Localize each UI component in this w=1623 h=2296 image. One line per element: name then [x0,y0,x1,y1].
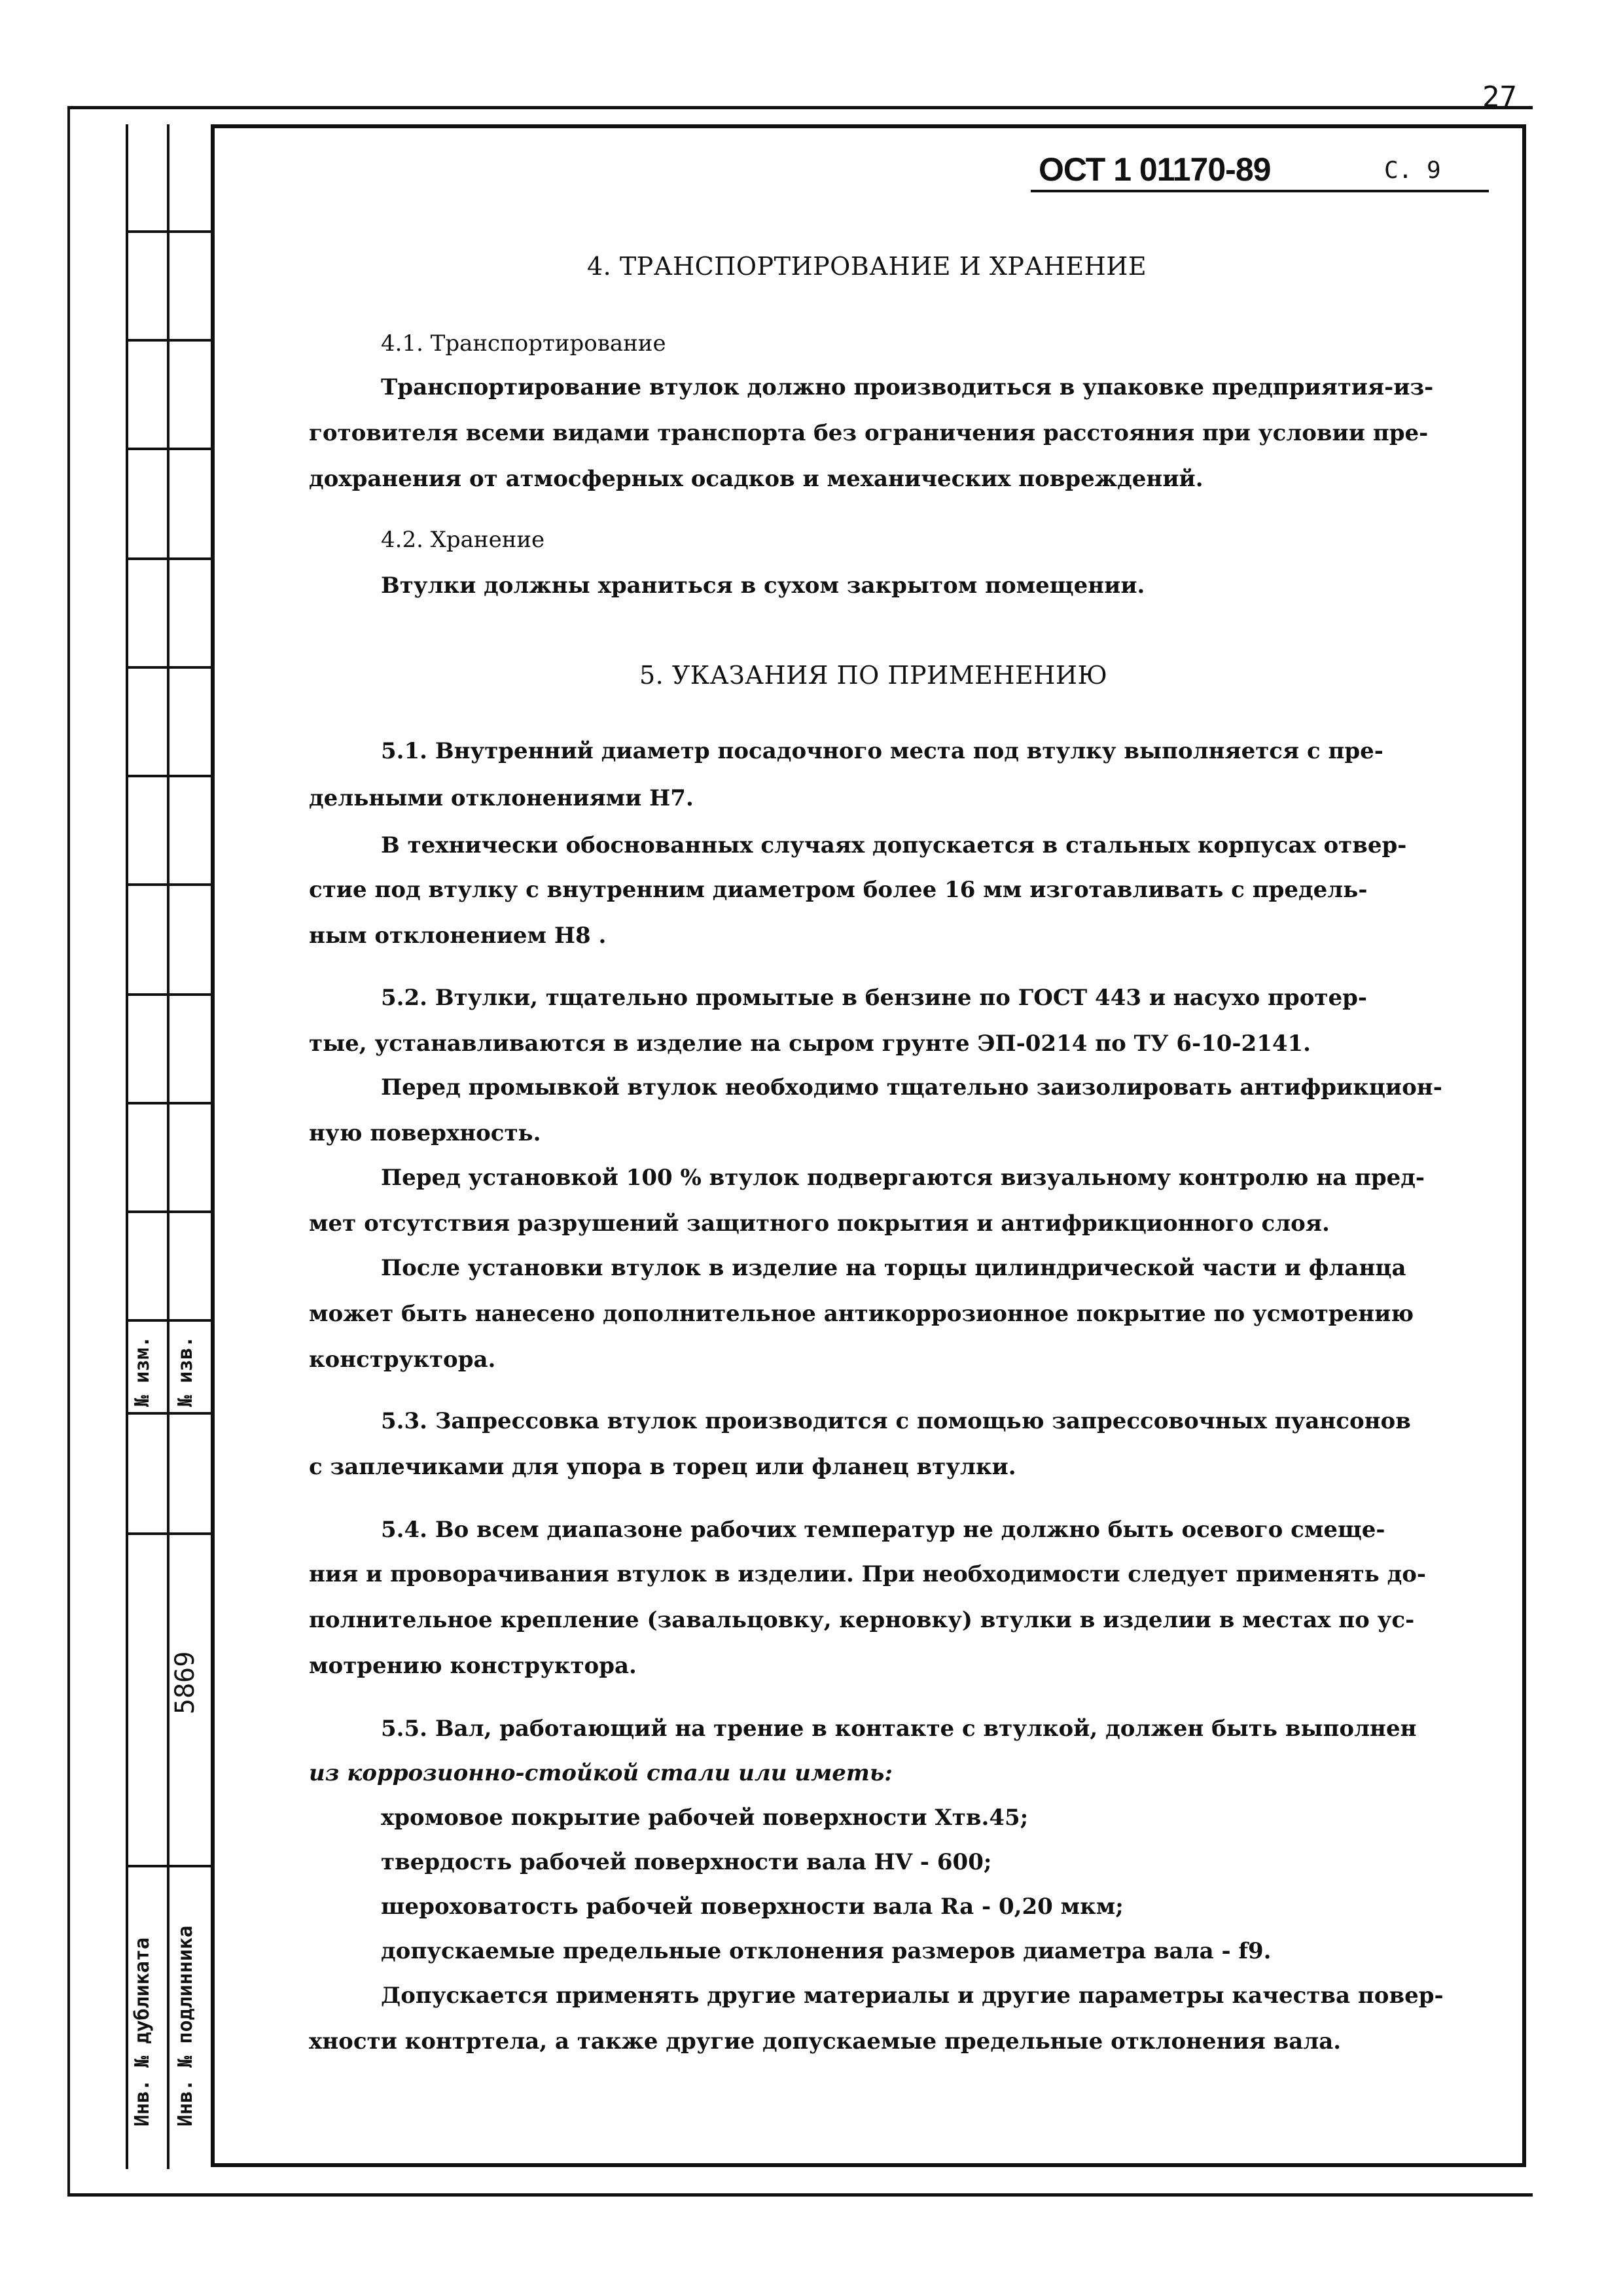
body-line: мет отсутствия разрушений защитного покрытия и антифрикционного слоя. [309,1210,1330,1237]
body-line: конструктора. [309,1347,496,1373]
body-line: дохранения от атмосферных осадков и механических повреждений. [309,466,1204,492]
section-title: 4. ТРАНСПОРТИРОВАНИЕ И ХРАНЕНИЕ [587,252,1147,281]
stamp-label-podlinnik: Инв. № подлинника [174,1925,197,2127]
stamp-cell-divider [126,1319,211,1322]
body-line: Перед промывкой втулок необходимо тщательно заизолировать антифрикцион- [381,1074,1442,1101]
body-line: из коррозионно-стойкой стали или иметь: [309,1760,893,1786]
body-line: ным отклонением H8 . [309,923,607,949]
stamp-cell-divider [126,666,211,669]
stamp-cell-divider [126,993,211,996]
body-line: ную поверхность. [309,1120,541,1146]
stamp-cell-divider [126,883,211,886]
body-line: твердость рабочей поверхности вала HV - 600; [381,1849,992,1875]
stamp-label-izv: № изв. [174,1335,197,1407]
subsection-title: 4.2. Хранение [381,527,545,553]
body-line: готовителя всеми видами транспорта без ограничения расстояния при условии пре- [309,420,1429,446]
stamp-cell-divider [126,775,211,777]
body-line: Транспортирование втулок должно производиться в упаковке предприятия-из- [381,374,1434,400]
body-line: В технически обоснованных случаях допускается в стальных корпусах отвер- [381,832,1407,858]
sheet-number: С. 9 [1384,157,1441,184]
stamp-label-dublikat: Инв. № дубликата [131,1937,154,2127]
stamp-strip-left-line [126,124,128,2169]
stamp-cell-divider [126,557,211,560]
body-line: 5.1. Внутренний диаметр посадочного места под втулку выполняется с пре- [381,738,1383,764]
body-line: 5.5. Вал, работающий на трение в контакте с втулкой, должен быть выполнен [381,1716,1417,1742]
body-line: 5.3. Запрессовка втулок производится с помощью запрессовочных пуансонов [381,1408,1411,1434]
body-line: Допускается применять другие материалы и другие параметры качества повер- [381,1983,1444,2009]
stamp-inv-number: 5869 [170,1651,200,1714]
body-line: стие под втулку с внутренним диаметром более 16 мм изготавливать с предель- [309,877,1368,903]
body-line: После установки втулок в изделие на торцы цилиндрической части и фланца [381,1255,1406,1281]
body-line: с заплечиками для упора в торец или фланец втулки. [309,1454,1016,1480]
body-line: может быть нанесено дополнительное антикоррозионное покрытие по усмотрению [309,1301,1414,1327]
stamp-cell-divider [126,1210,211,1213]
body-line: хности контртела, а также другие допускаемые предельные отклонения вала. [309,2028,1342,2055]
stamp-cell-divider [126,339,211,342]
body-line: Втулки должны храниться в сухом закрытом помещении. [381,573,1145,599]
body-line: 5.4. Во всем диапазоне рабочих температур не должно быть осевого смеще- [381,1517,1385,1543]
body-line: Перед установкой 100 % втулок подвергаются визуальному контролю на пред- [381,1165,1425,1191]
body-line: 5.2. Втулки, тщательно промытые в бензине по ГОСТ 443 и насухо протер- [381,985,1367,1011]
body-line: полнительное крепление (завальцовку, керновку) втулки в изделии в местах по ус- [309,1607,1415,1633]
stamp-cell-divider [126,448,211,450]
stamp-strip-mid-line [167,124,169,2169]
body-line: допускаемые предельные отклонения размеров диаметра вала - f9. [381,1938,1272,1964]
stamp-cell-divider [126,1412,211,1415]
body-line: ния и проворачивания втулок в изделии. При необходимости следует применять до- [309,1561,1427,1587]
section-title: 5. УКАЗАНИЯ ПО ПРИМЕНЕНИЮ [639,661,1108,690]
stamp-cell-divider [126,1865,211,1867]
document-code: ОСТ 1 01170-89 [1039,151,1271,188]
body-line: дельными отклонениями H7. [309,785,694,811]
page-number: 27 [1482,80,1517,114]
subsection-title: 4.1. Транспортирование [381,330,666,357]
stamp-cell-divider [126,230,211,233]
page-header [1031,150,1489,190]
body-line: тые, устанавливаются в изделие на сыром грунте ЭП-0214 по ТУ 6-10-2141. [309,1031,1311,1057]
body-line: шероховатость рабочей поверхности вала Ra - 0,20 мкм; [381,1894,1124,1920]
stamp-cell-divider [126,1102,211,1104]
body-line: мотрению конструктора. [309,1653,637,1679]
stamp-label-izm: № изм. [131,1335,154,1407]
stamp-cell-divider [126,1532,211,1535]
header-rule [1031,190,1489,192]
body-line: хромовое покрытие рабочей поверхности Хтв.45; [381,1805,1029,1831]
